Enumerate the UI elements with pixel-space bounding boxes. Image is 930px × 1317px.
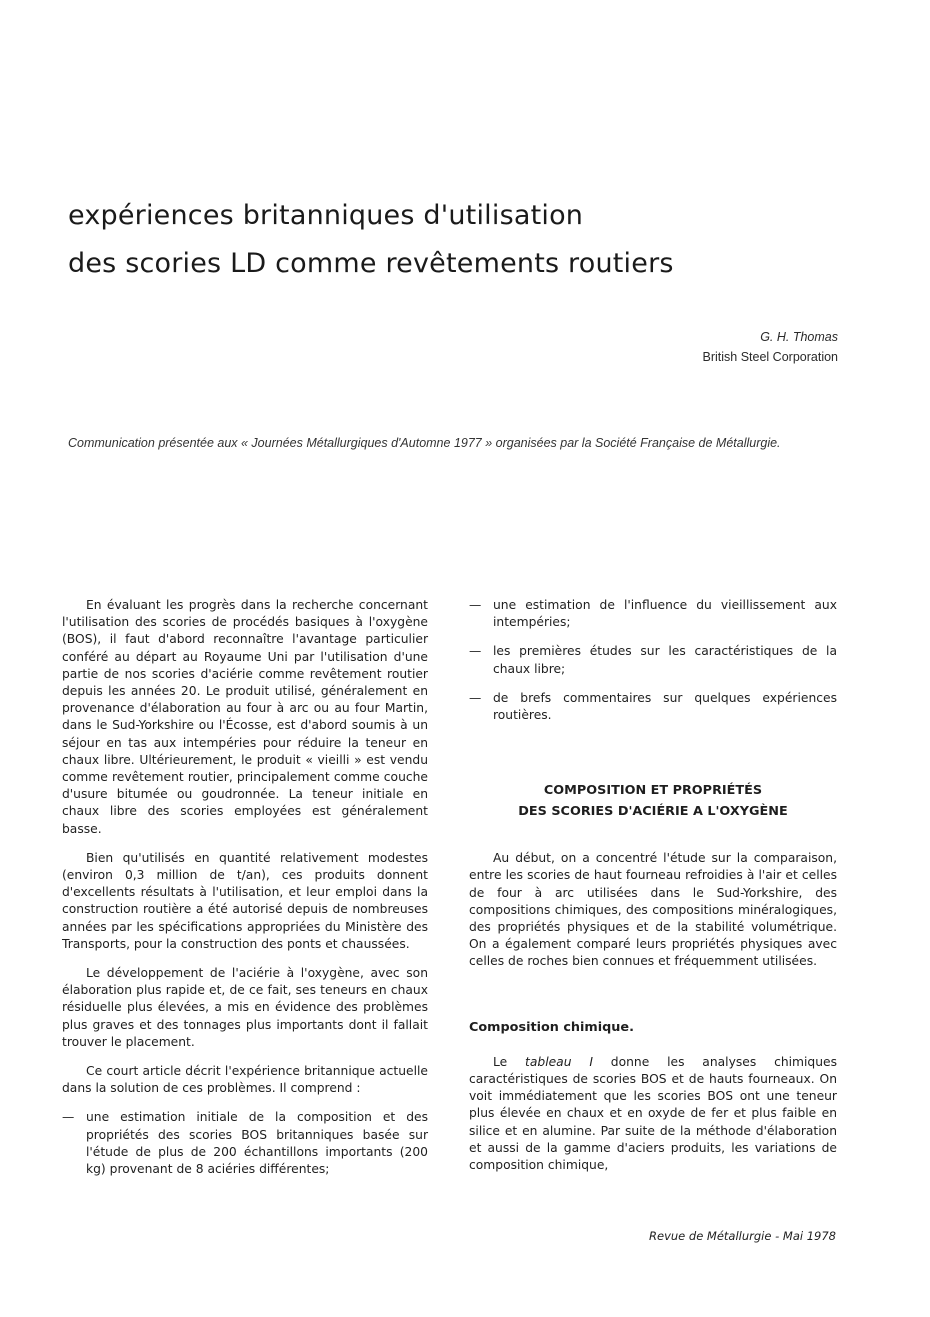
list-dash: — — [469, 644, 482, 659]
author-affiliation: British Steel Corporation — [702, 350, 838, 364]
list-item — [469, 643, 837, 677]
scope-list — [62, 1109, 428, 1178]
chemical-composition-paragraph — [469, 1054, 837, 1174]
list-item-text: les premières études sur les caractéristiques de la chaux libre; — [493, 644, 837, 676]
author-name: G. H. Thomas — [760, 330, 838, 344]
list-dash: — — [469, 690, 482, 705]
paragraph-body: donne les analyses chimiques caractéristiques de scories BOS et de hauts fourneaux. On voit immédiatement que les scories BOS ont une teneur plus élevée en chaux et en oxyde de fer et plus faible en silice et en alumine. Par suite de la méthode d'élaboration et aussi de la gamme d'aciers produits, les variations de composition chimique, — [469, 1054, 838, 1173]
intro-paragraph-4: Ce court article décrit l'expérience britannique actuelle dans la solution de ces problèmes. Il comprend : — [62, 1064, 428, 1096]
table-reference: tableau I — [525, 1054, 593, 1069]
list-dash: — — [62, 1110, 75, 1125]
communication-note: Communication présentée aux « Journées Métallurgiques d'Automne 1977 » organisées par la Société Française de Métallurgie. — [68, 436, 781, 450]
list-dash: — — [469, 598, 482, 612]
intro-paragraph-2: Bien qu'utilisés en quantité relativement modestes (environ 0,3 million de t/an), ces produits donnent d'excellents résultats à l'utilisation, et leur emploi dans la construction routière a été autorisé depuis de nombreuses années par les spécifications appropriées du Ministère des Transports, pour la construction des ponts et chaussées. — [62, 850, 428, 951]
paragraph-lead: Le — [493, 1054, 526, 1069]
subheading: Composition chimique. — [469, 1019, 634, 1035]
list-item-text: de brefs commentaires sur quelques expériences routières. — [493, 690, 837, 723]
right-column — [469, 597, 837, 1186]
intro-paragraph-1: En évaluant les progrès dans la recherche concernant l'utilisation des scories de procédés basiques à l'oxygène (BOS), il faut d'abord reconnaître l'avantage particulier conféré au départ au Royaume Uni par l'utilisation d'une partie de nos scories d'aciérie comme revêtement routier depuis les années 20. Le produit utilisé, généralement en provenance d'élaboration au four à arc ou au four Martin, dans le Sud-Yorkshire ou l'Écosse, est d'abord soumis à un séjour en tas aux intempéries pour réduire la teneur en chaux libre. Ultérieurement, le produit « vieilli » est vendu comme revêtement routier, principalement comme couche d'usure bitumée ou goudronnée. La teneur initiale en chaux libre des scories employées est généralement basse. — [62, 598, 428, 836]
article-title — [68, 192, 868, 288]
section-paragraph: Au début, on a concentré l'étude sur la comparaison, entre les scories de haut fourneau refroidies à l'air et celles de four à arc utilisées dans le Sud-Yorkshire, des compositions chimiques, des compositions minéralogiques, des propriétés physiques et de la stabilité volumétrique. On a également comparé leurs propriétés physiques avec celles de roches bien connues et fréquemment utilisées. — [469, 851, 837, 969]
intro-paragraph-3: Le développement de l'aciérie à l'oxygène, avec son élaboration plus rapide et, de ce fait, ses teneurs en chaux résiduelle plus élevées, a mis en évidence des problèmes plus graves et des tonnages plus importants dont il fallait trouver le placement. — [62, 966, 428, 1049]
list-item-text: une estimation initiale de la composition et des propriétés des scories BOS britanniques basée sur l'étude de plus de 200 échantillons importants (200 kg) provenant de 8 aciéries différentes; — [86, 1110, 428, 1177]
list-item — [62, 1109, 428, 1178]
journal-footer: Revue de Métallurgie - Mai 1978 — [649, 1229, 836, 1243]
list-item — [469, 597, 837, 631]
section-heading-line-1: COMPOSITION ET PROPRIÉTÉS — [543, 783, 763, 799]
article-title-line-2: des scories LD comme revêtements routiers — [68, 248, 674, 279]
left-column — [62, 597, 428, 1178]
scope-list-continued — [469, 597, 837, 724]
section-heading-line-2: DES SCORIES D'ACIÉRIE A L'OXYGÈNE — [518, 804, 788, 820]
article-title-line-1: expériences britanniques d'utilisation — [68, 200, 584, 231]
author-block — [703, 327, 838, 367]
list-item-text: une estimation de l'influence du vieillissement aux intempéries; — [493, 598, 837, 630]
section-heading — [469, 780, 837, 822]
list-item — [469, 690, 837, 724]
